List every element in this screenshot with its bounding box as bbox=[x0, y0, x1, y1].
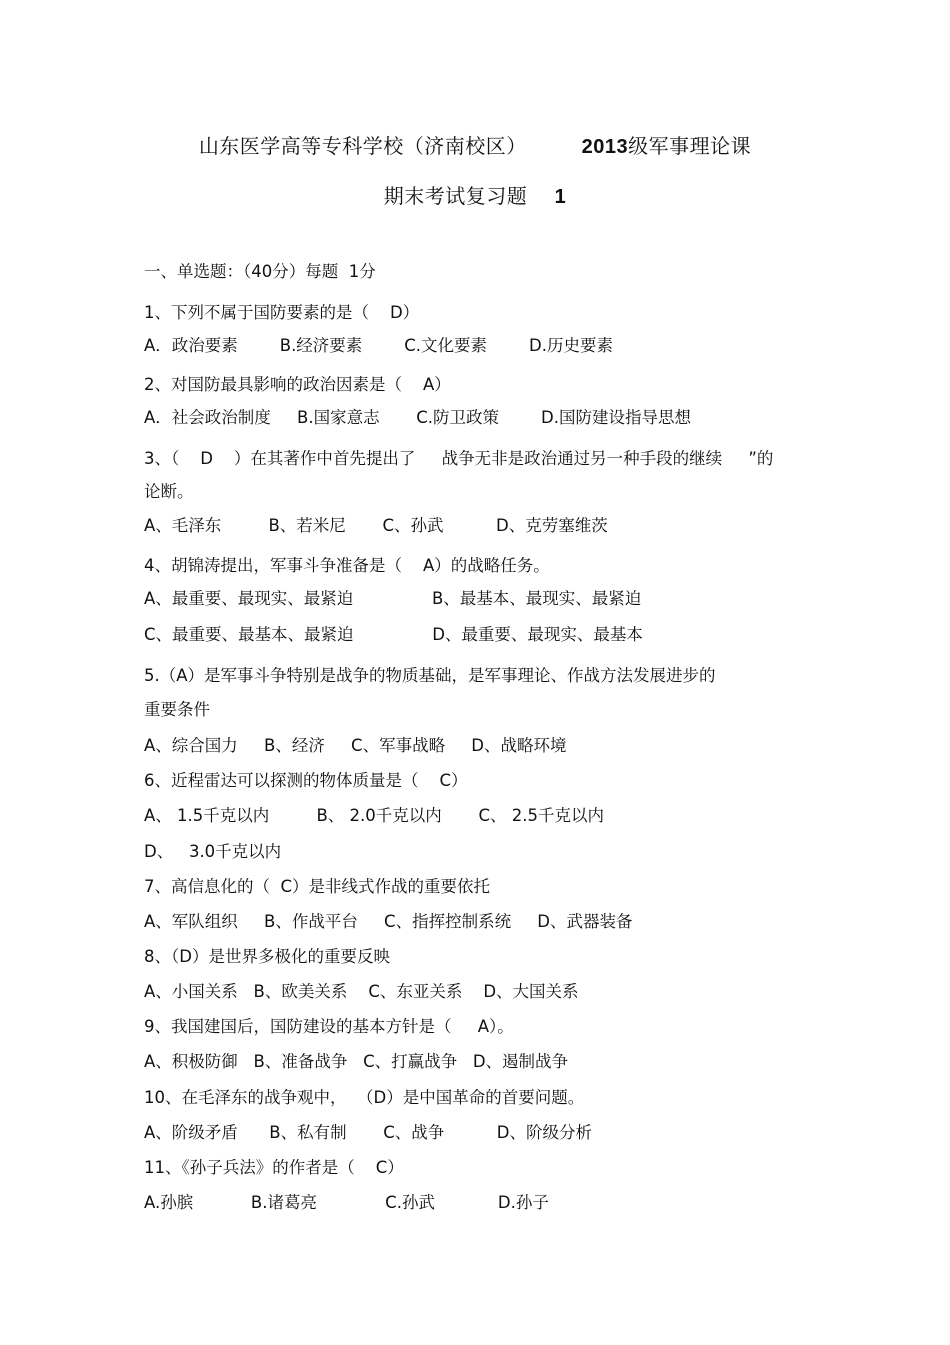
question-stem: 11、《孙子兵法》的作者是（ C） bbox=[144, 1158, 404, 1177]
year: 2013 bbox=[581, 136, 629, 158]
school-name: 山东医学高等专科学校（济南校区） bbox=[198, 134, 527, 158]
question-options: A、阶级矛盾 B、私有制 C、战争 D、阶级分析 bbox=[144, 1123, 592, 1142]
question-options: A、军队组织 B、作战平台 C、指挥控制系统 D、武器装备 bbox=[144, 912, 633, 931]
question-stem: 论断。 bbox=[144, 482, 194, 501]
question-stem: 8、（D）是世界多极化的重要反映 bbox=[144, 947, 390, 966]
question-stem: 6、近程雷达可以探测的物体质量是（ C） bbox=[144, 771, 468, 790]
document-title-line-1 bbox=[0, 130, 950, 159]
question-options: A、 1.5千克以内 B、 2.0千克以内 C、 2.5千克以内 bbox=[144, 806, 605, 825]
question-options: D、 3.0千克以内 bbox=[144, 842, 282, 861]
question-options: A、综合国力 B、经济 C、军事战略 D、战略环境 bbox=[144, 736, 567, 755]
question-options: A.孙膑 B.诸葛亮 C.孙武 D.孙子 bbox=[144, 1193, 549, 1212]
section-heading: 一、单选题：（40分）每题 1分 bbox=[144, 262, 376, 281]
question-stem: 7、高信息化的（ C）是非线式作战的重要依托 bbox=[144, 877, 491, 896]
question-options: A．政治要素 B.经济要素 C.文化要素 D.历史要素 bbox=[144, 336, 613, 355]
course-name: 级军事理论课 bbox=[628, 134, 752, 158]
question-options: C、最重要、最基本、最紧迫 D、最重要、最现实、最基本 bbox=[144, 625, 643, 644]
question-stem: 1、下列不属于国防要素的是（ D） bbox=[144, 303, 420, 322]
question-stem: 5.（A）是军事斗争特别是战争的物质基础，是军事理论、作战方法发展进步的 bbox=[144, 666, 716, 685]
question-options: A、小国关系 B、欧美关系 C、东亚关系 D、大国关系 bbox=[144, 982, 579, 1001]
question-options: A、毛泽东 B、若米尼 C、孙武 D、克劳塞维茨 bbox=[144, 516, 608, 535]
question-stem: 9、我国建国后，国防建设的基本方针是（ A）。 bbox=[144, 1017, 514, 1036]
question-stem: 4、胡锦涛提出，军事斗争准备是（ A）的战略任务。 bbox=[144, 556, 550, 575]
question-options: A、最重要、最现实、最紧迫 B、最基本、最现实、最紧迫 bbox=[144, 589, 642, 608]
question-options: A．社会政治制度 B.国家意志 C.防卫政策 D.国防建设指导思想 bbox=[144, 408, 691, 427]
document-title-line-2 bbox=[0, 180, 950, 209]
question-stem: 重要条件 bbox=[144, 700, 210, 719]
question-stem: 10、在毛泽东的战争观中， （D）是中国革命的首要问题。 bbox=[144, 1088, 585, 1107]
question-options: A、积极防御 B、准备战争 C、打赢战争 D、遏制战争 bbox=[144, 1052, 569, 1071]
exam-title: 期末考试复习题 bbox=[383, 184, 528, 208]
question-stem: 2、对国防最具影响的政治因素是（ A） bbox=[144, 375, 451, 394]
exam-number: 1 bbox=[554, 186, 567, 208]
question-stem: 3、（ D ）在其著作中首先提出了 战争无非是政治通过另一种手段的继续 ”的 bbox=[144, 449, 774, 468]
